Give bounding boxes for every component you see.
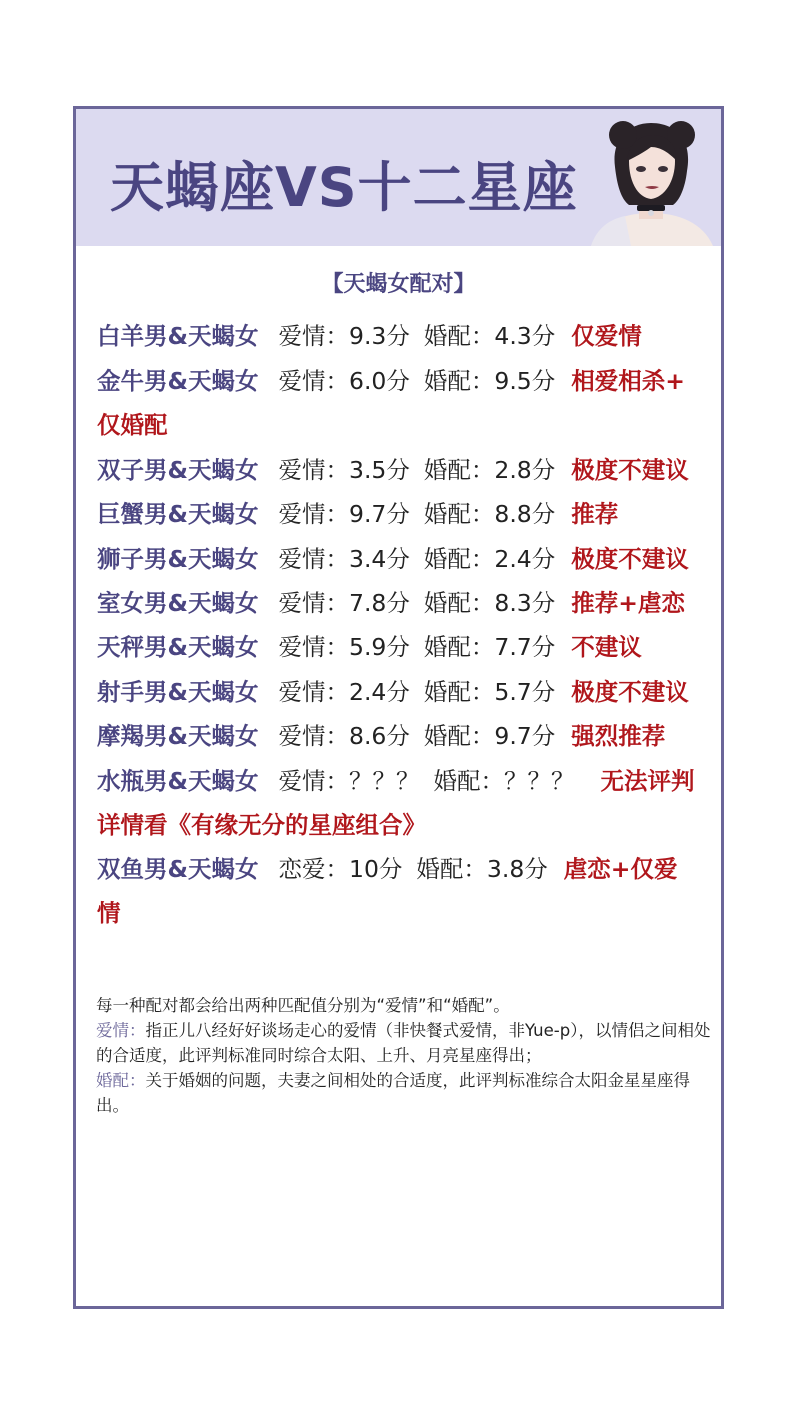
pair-verdict-cont: 情: [97, 899, 121, 927]
pair-love-score: 爱情：3.5分: [278, 456, 410, 484]
pair-sign: 双鱼男&天蝎女: [97, 855, 259, 883]
pair-verdict-continuation: [97, 803, 712, 847]
pair-verdict-continuation: [97, 891, 712, 935]
pair-row: [97, 314, 712, 358]
pair-row: [97, 759, 712, 803]
pair-row: [97, 492, 712, 536]
pair-verdict: 推荐: [571, 500, 619, 528]
notes-marriage: [96, 1068, 711, 1118]
pair-verdict: 推荐+虐恋: [571, 589, 685, 617]
pair-verdict-cont: 仅婚配: [97, 411, 168, 439]
pair-love-score: 爱情：7.8分: [278, 589, 410, 617]
pair-love-score: 爱情：6.0分: [278, 367, 410, 395]
section-subtitle: 【天蝎女配对】: [321, 272, 476, 297]
pair-verdict: 相爱相杀+: [571, 367, 685, 395]
pair-love-score: 爱情：5.9分: [278, 633, 410, 661]
pair-love-score: 爱情：8.6分: [278, 722, 410, 750]
notes-marriage-key: 婚配：: [96, 1071, 146, 1090]
pair-marriage-score: 婚配：5.7分: [423, 678, 556, 706]
avatar-illustration: [581, 115, 721, 246]
pair-verdict: 仅爱情: [571, 322, 642, 350]
pair-marriage-score: 婚配：9.7分: [423, 722, 556, 750]
pair-verdict: 虐恋+仅爱: [563, 855, 678, 883]
page-title: 天蝎座VS十二星座: [110, 156, 578, 219]
notes-love-text: 指正儿八经好好谈场走心的爱情（非快餐式爱情，非Yue-p），以情侣之间相处的合适度，此评判标准同时综合太阳、上升、月亮星座得出；: [96, 1021, 711, 1065]
pair-row: [97, 581, 712, 625]
pair-row: [97, 714, 712, 758]
header-banner: [76, 109, 721, 246]
pair-verdict: 无法评判: [600, 767, 695, 795]
pair-love-score: 爱情：9.7分: [278, 500, 410, 528]
pair-verdict: 极度不建议: [571, 545, 689, 573]
explanation-notes: [96, 993, 711, 1118]
pair-row: [97, 847, 712, 891]
pair-marriage-score: 婚配：3.8分: [416, 855, 548, 883]
pair-marriage-score: 婚配：2.8分: [423, 456, 556, 484]
pair-row: [97, 670, 712, 714]
pair-sign: 狮子男&天蝎女: [97, 545, 259, 573]
pair-marriage-score: 婚配：？？？: [433, 767, 575, 795]
pair-sign: 金牛男&天蝎女: [97, 367, 259, 395]
pair-love-score: 恋爱：10分: [278, 855, 403, 883]
pair-verdict: 极度不建议: [571, 678, 689, 706]
pair-marriage-score: 婚配：9.5分: [423, 367, 556, 395]
pair-row: [97, 448, 712, 492]
pair-sign: 白羊男&天蝎女: [97, 322, 259, 350]
pair-sign: 射手男&天蝎女: [97, 678, 259, 706]
pair-love-score: 爱情：2.4分: [278, 678, 410, 706]
pair-love-score: 爱情：9.3分: [278, 322, 410, 350]
pair-marriage-score: 婚配：8.3分: [423, 589, 556, 617]
notes-marriage-text: 关于婚姻的问题，夫妻之间相处的合适度，此评判标准综合太阳金星星座得出。: [96, 1071, 690, 1115]
pair-sign: 天秤男&天蝎女: [97, 633, 259, 661]
card-frame: [73, 106, 724, 1309]
pair-love-score: 爱情：3.4分: [278, 545, 410, 573]
pair-sign: 水瓶男&天蝎女: [97, 767, 259, 795]
pair-sign: 摩羯男&天蝎女: [97, 722, 259, 750]
pair-sign: 双子男&天蝎女: [97, 456, 259, 484]
pair-verdict-continuation: [97, 403, 712, 447]
notes-love: [96, 1018, 711, 1068]
notes-intro: 每一种配对都会给出两种匹配值分别为“爱情”和“婚配”。: [96, 996, 510, 1015]
pair-verdict: 不建议: [571, 633, 642, 661]
pair-sign: 巨蟹男&天蝎女: [97, 500, 259, 528]
pair-marriage-score: 婚配：4.3分: [423, 322, 556, 350]
pair-row: [97, 537, 712, 581]
notes-love-key: 爱情：: [96, 1021, 146, 1040]
pair-marriage-score: 婚配：8.8分: [423, 500, 556, 528]
related-article-link: 详情看《有缘无分的星座组合》: [97, 811, 426, 839]
pair-sign: 室女男&天蝎女: [97, 589, 259, 617]
pair-marriage-score: 婚配：7.7分: [423, 633, 556, 661]
pair-marriage-score: 婚配：2.4分: [423, 545, 556, 573]
pair-verdict: 强烈推荐: [571, 722, 666, 750]
pair-row: [97, 359, 712, 403]
pair-love-score: 爱情：？？？: [278, 767, 420, 795]
pair-row: [97, 625, 712, 669]
pair-verdict: 极度不建议: [571, 456, 689, 484]
